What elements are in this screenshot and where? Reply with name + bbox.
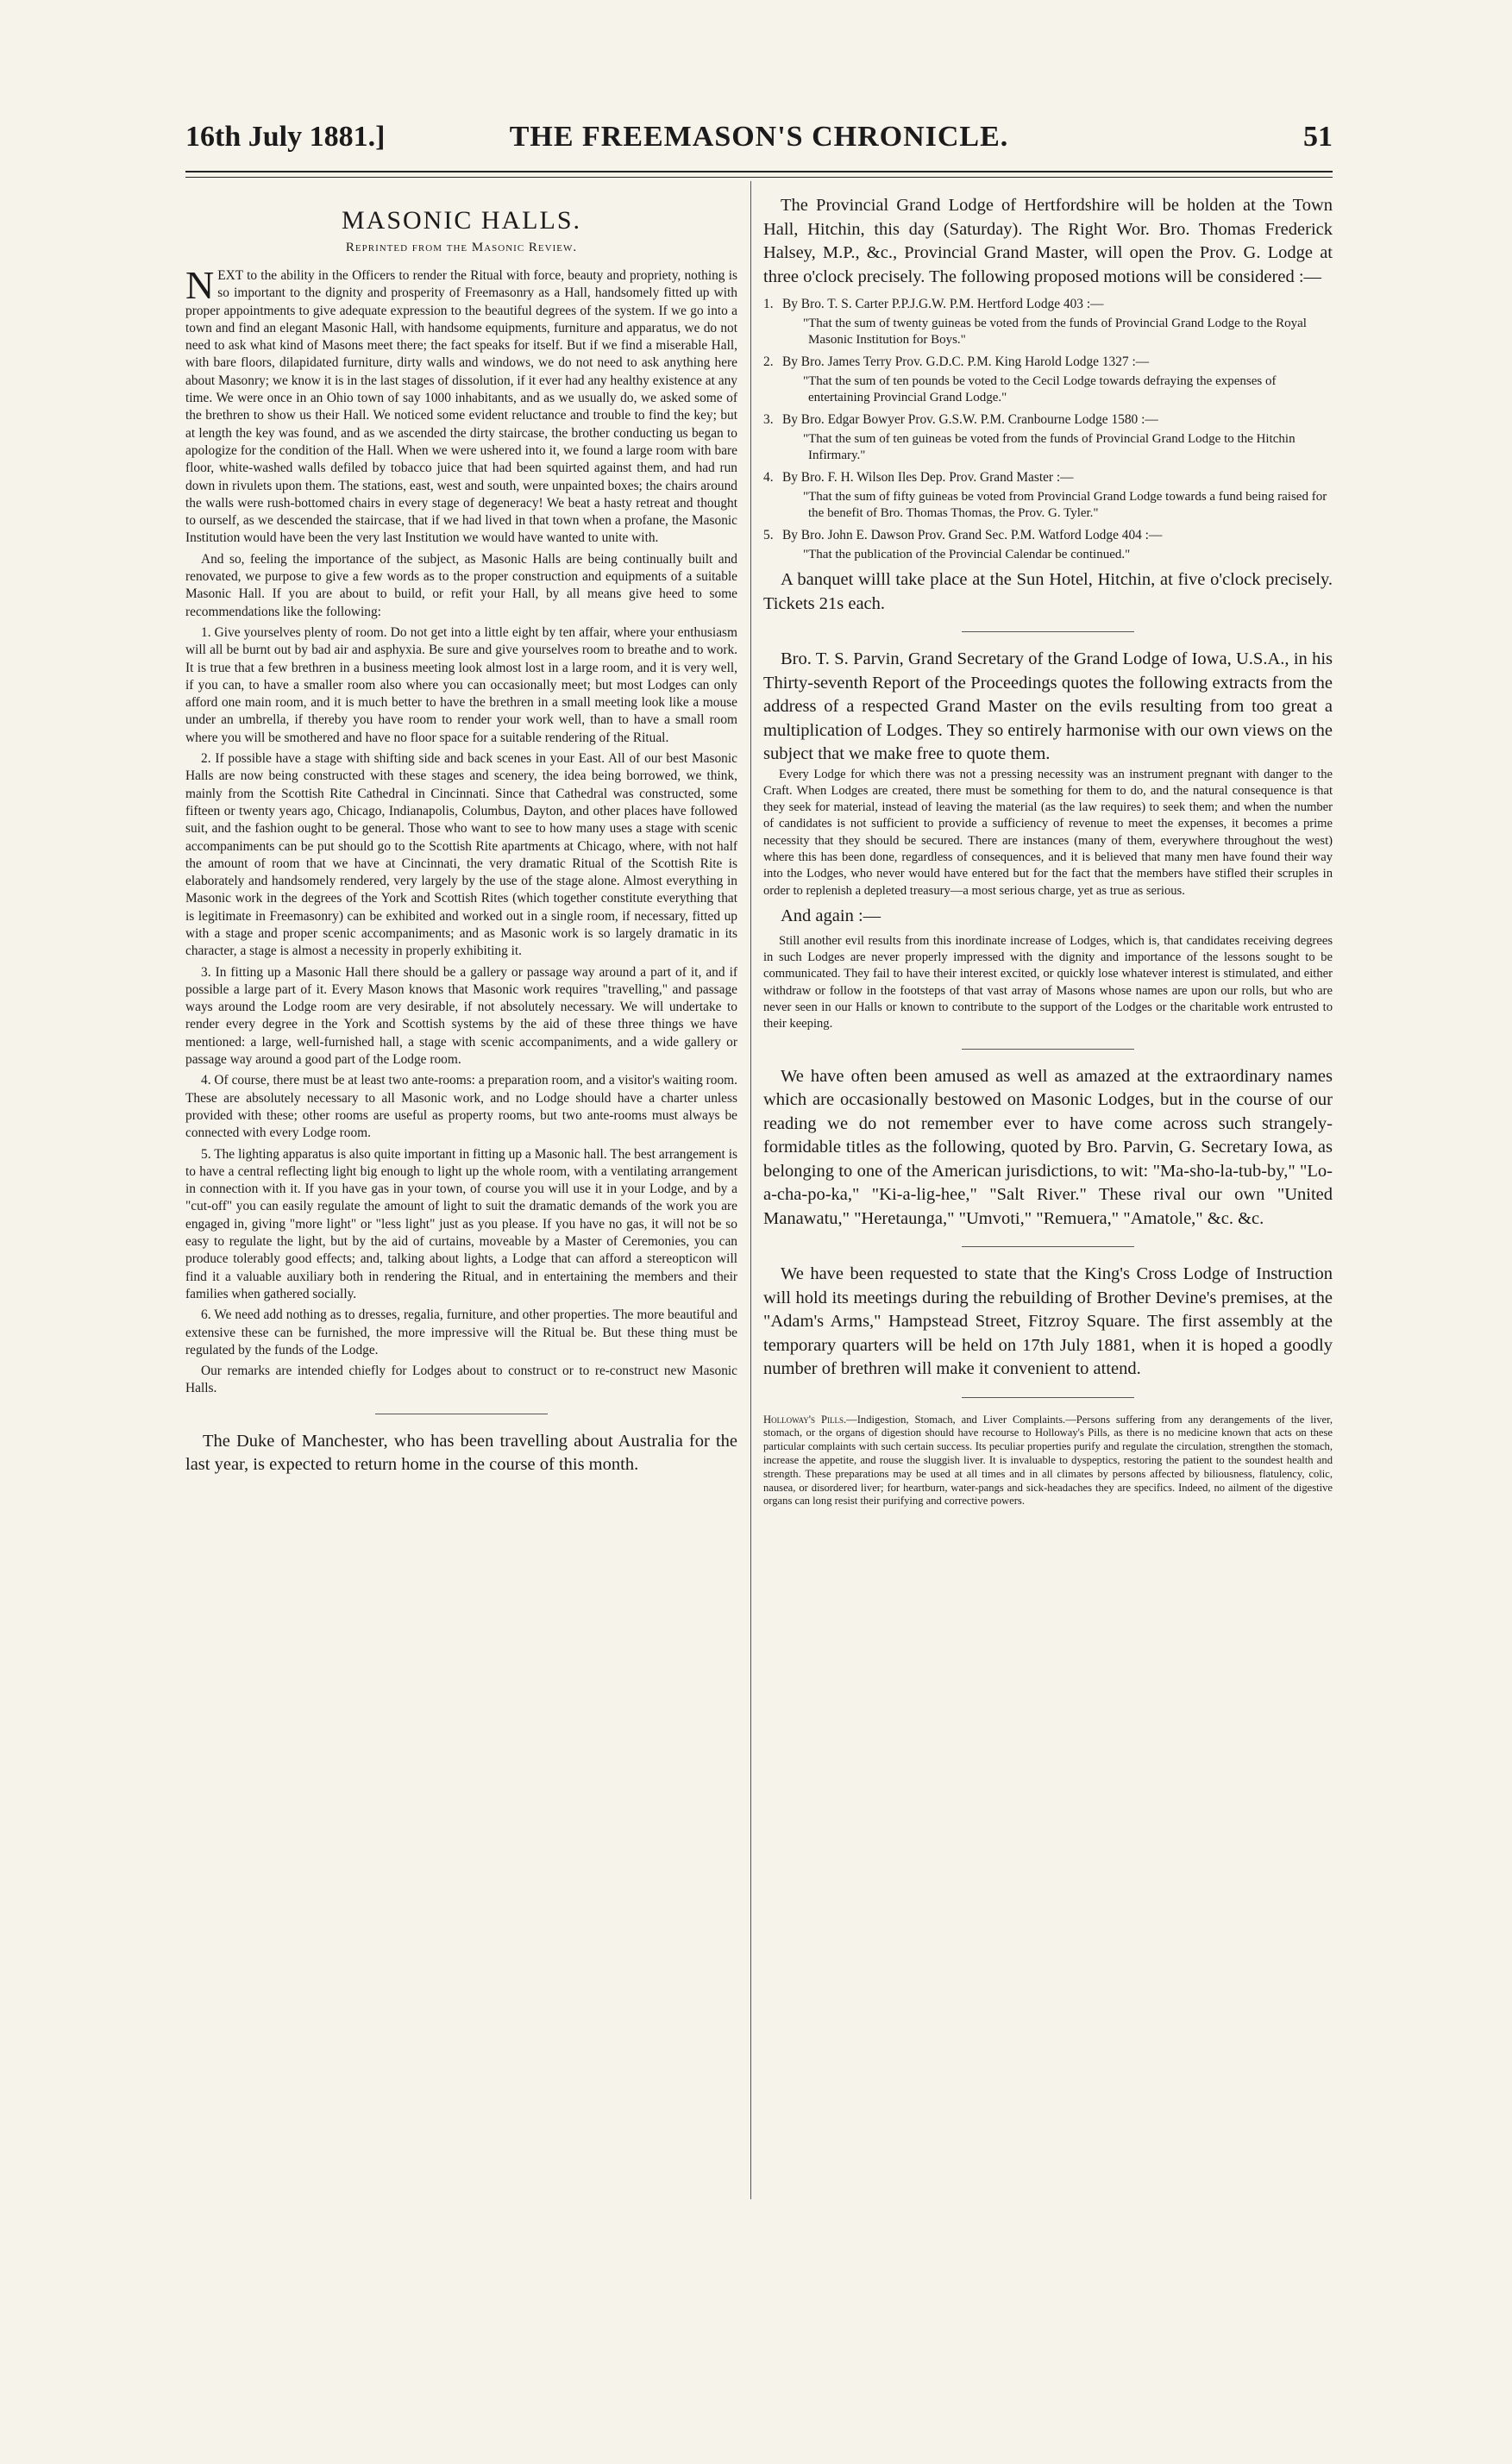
- section-rule: [962, 1246, 1134, 1247]
- left-column: [185, 194, 737, 1477]
- article-paragraph-4: 2. If possible have a stage with shifting side and back scenes in your East. All of our best Masonic Halls are now being constructed with these stages and scenery, the idea being borrowed, we think, mainly from the Scottish Rite Cathedral in Cincinnati. Since that Cathedral was constructed, some fifteen or twenty years ago, Chicago, Indianapolis, Columbus, Dayton, and other places have followed suit, and the fashion ought to be general. Those who want to see to how many uses a stage with scenic accompaniments can be put should go to the Scottish Rite apartments at Chicago, where, with not half the amount of room that we have at Cincinnati, the very dramatic Ritual of the Scottish Rite is elaborately and handsomely rendered, very largely by the use of the stage alone. Almost everything in Masonic work in the degrees of the York and Scottish Rites (which together constitute everything that is legitimate in Freemasonry) can be exhibited and worked out in a single room, if necessary, fitted up with a stage and proper scenic accompaniments; and as Masonic work is so largely dramatic in its character, a stage is almost a necessity in properly exhibiting it.: [185, 751, 737, 959]
- motion-text: "That the sum of ten pounds be voted to the Cecil Lodge towards defraying the expenses of entertaining Provincial Grand Lodge.": [803, 374, 1277, 404]
- quoted-extract-1: Every Lodge for which there was not a pressing necessity was an instrument pregnant with danger to the Craft. When Lodges are created, there must be something for them to do, and the natural consequence is that they seek for material, instead of leaving the material (as the law requires) to seek them; and when the number of candidates is not sufficient to provide a sufficiency of revenue to meet the expenses, it becomes a prime necessity that they should be secured. There are instances (many of them, everywhere throughout the west) where this has been done, regardless of consequences, and it is believed that many men have found their way into the Lodges, who never would have entered but for the fact that the members have stifled their scruples in order to replenish a depleted treasury—a most serious charge, yet as true as serious.: [763, 767, 1333, 898]
- article-paragraph-2: And so, feeling the importance of the subject, as Masonic Halls are being continually built and renovated, we purpose to give a few words as to the proper construction and equipments of a suitable Masonic Hall. If you are about to build, or refit your Hall, by all means give heed to some recommendations like the following:: [185, 551, 737, 619]
- masthead-rule: [185, 171, 1333, 178]
- section-rule: [962, 631, 1134, 632]
- kings-cross-notice: We have been requested to state that the King's Cross Lodge of Instruction will hold its meetings during the rebuilding of Brother Devine's premises, at the "Adam's Arms," Hampstead Street, Fitzroy Square. The first assembly at the temporary quarters will be held on 17th July 1881, when it is hoped a goodly number of brethren will make it convenient to attend.: [763, 1264, 1333, 1379]
- motion-item: 3. By Bro. Edgar Bowyer Prov. G.S.W. P.M. Cranbourne Lodge 1580 :— "That the sum of ten guineas be voted from the funds of Provincial Grand Lodge to the Hitchin Infirmary.": [763, 411, 1333, 464]
- right-column: [763, 194, 1333, 1508]
- motions-list: [763, 296, 1333, 563]
- motion-text: "That the sum of twenty guineas be voted from the funds of Provincial Grand Lodge to the Royal Masonic Institution for Boys.": [803, 317, 1307, 347]
- article-paragraph-5: 3. In fitting up a Masonic Hall there should be a gallery or passage way around a part of it, and if possible a large part of it. Every Mason knows that Masonic work requires "travelling," and passage ways around the Lodge room are very desirable, if not absolutely necessary. We will undertake to render every degree in the York and Scottish systems by the aid of these three things we have mentioned: a large, well-furnished hall, a stage with scenic accompaniments, and a wide gallery or passage way around a good part of the Lodge room.: [185, 964, 737, 1068]
- motion-item: 5. By Bro. John E. Dawson Prov. Grand Sec. P.M. Watford Lodge 404 :— "That the publication of the Provincial Calendar be continued.": [763, 527, 1333, 563]
- issue-date: 16th July 1881.]: [185, 121, 386, 153]
- quoted-extracts: [763, 767, 1333, 900]
- lodge-names-article: We have often been amused as well as amazed at the extraordinary names which are occasionally bestowed on Masonic Lodges, but in the course of our reading we do not remember ever to have come across such strangely-formidable titles as the following, quoted by Bro. Parvin, G. Secretary Iowa, as belonging to one of the American jurisdictions, to wit: "Ma-sho-la-tub-by," "Lo-a-cha-po-ka," "Ki-a-lig-hee," "Salt River." These rival our own "United Manawatu," "Heretaunga," "Umvoti," "Remuera," "Amatole," &c. &c.: [763, 1066, 1333, 1228]
- masthead: [185, 121, 1333, 164]
- motion-item: 4. By Bro. F. H. Wilson Iles Dep. Prov. Grand Master :— "That the sum of fifty guineas be voted from Provincial Grand Lodge towards a fund being raised for the benefit of Bro. Thomas Thomas, the Prov. G. Tyler.": [763, 469, 1333, 522]
- article-paragraph-7: 5. The lighting apparatus is also quite important in fitting up a Masonic hall. The best arrangement is to have a central reflecting light big enough to light up the whole room, with a ventilating arrangement in connection with it. If you have gas in your town, of course you will use it in your Lodge, and by a "cut-off" you can easily regulate the amount of light to suit the dramatic demands of the work you are engaged in, giving "more light" or "less light" just as you please. If you have no gas, it will not be so easy to regulate the light, but by the aid of curtains, moveable by a Master of Ceremonies, you can produce tolerably good effects; and, talking about lights, a Lodge that can afford a stereopticon will find it a valuable auxiliary both in rendering the Ritual, and in entertaining the members and their families when gathered socially.: [185, 1146, 737, 1301]
- article-paragraph-6: 4. Of course, there must be at least two ante-rooms: a preparation room, and a visitor's waiting room. These are absolutely necessary to all Masonic work, and no Lodge should have a charter unless provided with these; other rooms are useful as property rooms, but two ante-rooms must always be connected with every Lodge room.: [185, 1073, 737, 1141]
- motion-mover: By Bro. T. S. Carter P.P.J.G.W. P.M. Hertford Lodge 403 :—: [782, 297, 1104, 311]
- motion-item: 1. By Bro. T. S. Carter P.P.J.G.W. P.M. Hertford Lodge 403 :— "That the sum of twenty guineas be voted from the funds of Provincial Grand Lodge to the Royal Masonic Institution for Boys.": [763, 296, 1333, 348]
- section-rule: [962, 1049, 1134, 1050]
- motion-text: "That the sum of ten guineas be voted from the funds of Provincial Grand Lodge to the Hitchin Infirmary.": [803, 432, 1296, 462]
- section-rule: [962, 1397, 1134, 1398]
- column-divider: [750, 181, 751, 2199]
- article-paragraph-3: 1. Give yourselves plenty of room. Do not get into a little eight by ten affair, where your enthusiasm will all be burnt out by bad air and asphyxia. Be sure and give yourselves room to breathe and to work. It is true that a few brethren in a business meeting look almost lost in a large room, and it is very well, if you can, to have a smaller room also where you can occasionally meet; but most Lodges can only afford one main room, and it is much better to have the brethren in a small meeting look like a mouse under an umbrella, if thereby you have room to render your work well, than to have a small room where you will be smothered and have no floor space for a suitable rendering of the Ritual.: [185, 624, 737, 745]
- drop-cap: N: [185, 263, 215, 307]
- parvin-article: Bro. T. S. Parvin, Grand Secretary of the Grand Lodge of Iowa, U.S.A., in his Thirty-seventh Report of the Proceedings quotes the following extracts from the address of a respected Grand Master on the evils resulting from too great a multiplication of Lodges. They so entirely harmonise with our own views on the subject that we make free to quote them.: [763, 649, 1333, 763]
- motion-item: 2. By Bro. James Terry Prov. G.D.C. P.M. King Harold Lodge 1327 :— "That the sum of ten pounds be voted to the Cecil Lodge towards defraying the expenses of entertaining Provincial Grand Lodge.": [763, 354, 1333, 406]
- motion-mover: By Bro. F. H. Wilson Iles Dep. Prov. Grand Master :—: [782, 470, 1074, 485]
- motion-mover: By Bro. Edgar Bowyer Prov. G.S.W. P.M. Cranbourne Lodge 1580 :—: [782, 412, 1158, 427]
- motion-text: "That the publication of the Provincial Calendar be continued.": [803, 548, 1131, 561]
- article-paragraph-1: NEXT to the ability in the Officers to render the Ritual with force, beauty and propriety, nothing is so important to the dignity and prosperity of Freemasonry as a Hall, handsomely fitted up with proper appointments to give adequate expression to the beautiful degrees of the system. If we go into a town and find an elegant Masonic Hall, with handsome equipments, furniture and apparatus, we do not need to ask what kind of Masons meet there; the fact speaks for itself. But if we find a miserable Hall, with bare floors, dilapidated furniture, dirty walls and windows, we do not need to ask anything here about Masonry; we know it is in the last stages of dissolution, if it ever had any healthy existence at any time. We were once in an Ohio town of say 1000 inhabitants, and as we usually do, we asked some of the brethren to show us their Hall. We noticed some evident reluctance and trouble to find the key; but at length the key was found, and as we ascended the dirty staircase, the brother conducting us began to apologize for the condition of the Hall. When we were ushered into it, we found a large room with bare floor, white-washed walls defiled by tobacco juice that had been squirted against them, and had run down in rivulets upon them. The stations, east, west and south, were unpainted boxes; the chairs around the walls were rush-bottomed chairs in every stage of degeneracy! We beat a hasty retreat and thought to ourself, as we descended the staircase, that if we had lived in that town when a profane, the Masonic Institution would have been the very last Institution we would have wanted to unite with.: [185, 263, 737, 546]
- banquet-notice: A banquet willl take place at the Sun Hotel, Hitchin, at five o'clock precisely. Tickets 21s each.: [763, 570, 1333, 613]
- hertfordshire-notice: The Provincial Grand Lodge of Hertfordshire will be holden at the Town Hall, Hitchin, this day (Saturday). The Right Wor. Bro. Thomas Frederick Halsey, M.P., &c., Provincial Grand Master, will open the Prov. G. Lodge at three o'clock precisely. The following proposed motions will be considered :—: [763, 196, 1333, 286]
- article-paragraph-9: Our remarks are intended chiefly for Lodges about to construct or to re-construct new Masonic Halls.: [185, 1364, 737, 1396]
- and-again: And again :—: [781, 906, 881, 925]
- holloways-pills-advert: Holloway's Pills.—Indigestion, Stomach, and Liver Complaints.—Persons suffering from any derangements of the liver, stomach, or the organs of digestion should have recourse to Holloway's Pills, as there is no medicine known that acts on these particular complaints with such certain success. Its peculiar properties purify and regulate the circulation, strengthen the stomach, increase the appetite, and rouse the sluggish liver. It is invaluable to dyspeptics, restoring the patient to the soundest health and strength. These preparations may be used at all times and in all climates by persons affected by biliousness, flatulency, colic, nausea, or disordered liver; for heartburn, water-pangs and sick-headaches they are specifics. Indeed, no ailment of the digestive organs can long resist their purifying and corrective powers.: [763, 1413, 1333, 1508]
- motion-mover: By Bro. James Terry Prov. G.D.C. P.M. King Harold Lodge 1327 :—: [782, 354, 1150, 369]
- article-subtitle: Reprinted from the Masonic Review.: [345, 241, 578, 254]
- duke-of-manchester-notice: The Duke of Manchester, who has been travelling about Australia for the last year, is expected to return home in the course of this month.: [185, 1431, 737, 1475]
- article-title: MASONIC HALLS.: [341, 206, 582, 235]
- quoted-extract-2: Still another evil results from this inordinate increase of Lodges, which is, that candidates receiving degrees in such Lodges are never properly impressed with the dignity and importance of the lessons sought to be communicated. They fail to have their interest excited, or quickly lose whatever interest is stimulated, and either withdraw or follow in the footsteps of that vast array of Masons whose names are upon our rolls, but who are never seen in our Halls or known to contribute to the support of the Lodges or the charitable work entrusted to their keeping.: [763, 933, 1333, 1031]
- newspaper-title: THE FREEMASON'S CHRONICLE.: [509, 121, 1009, 153]
- motion-mover: By Bro. John E. Dawson Prov. Grand Sec. P.M. Watford Lodge 404 :—: [782, 528, 1163, 542]
- motion-text: "That the sum of fifty guineas be voted from Provincial Grand Lodge towards a fund being raised for the benefit of Bro. Thomas Thomas, the Prov. G. Tyler.": [803, 490, 1327, 520]
- article-paragraph-8: 6. We need add nothing as to dresses, regalia, furniture, and other properties. The more beautiful and extensive these can be furnished, the more impressive will the Ritual be. But these thing must be regulated by the funds of the Lodge.: [185, 1307, 737, 1357]
- page-number: 51: [1303, 121, 1333, 153]
